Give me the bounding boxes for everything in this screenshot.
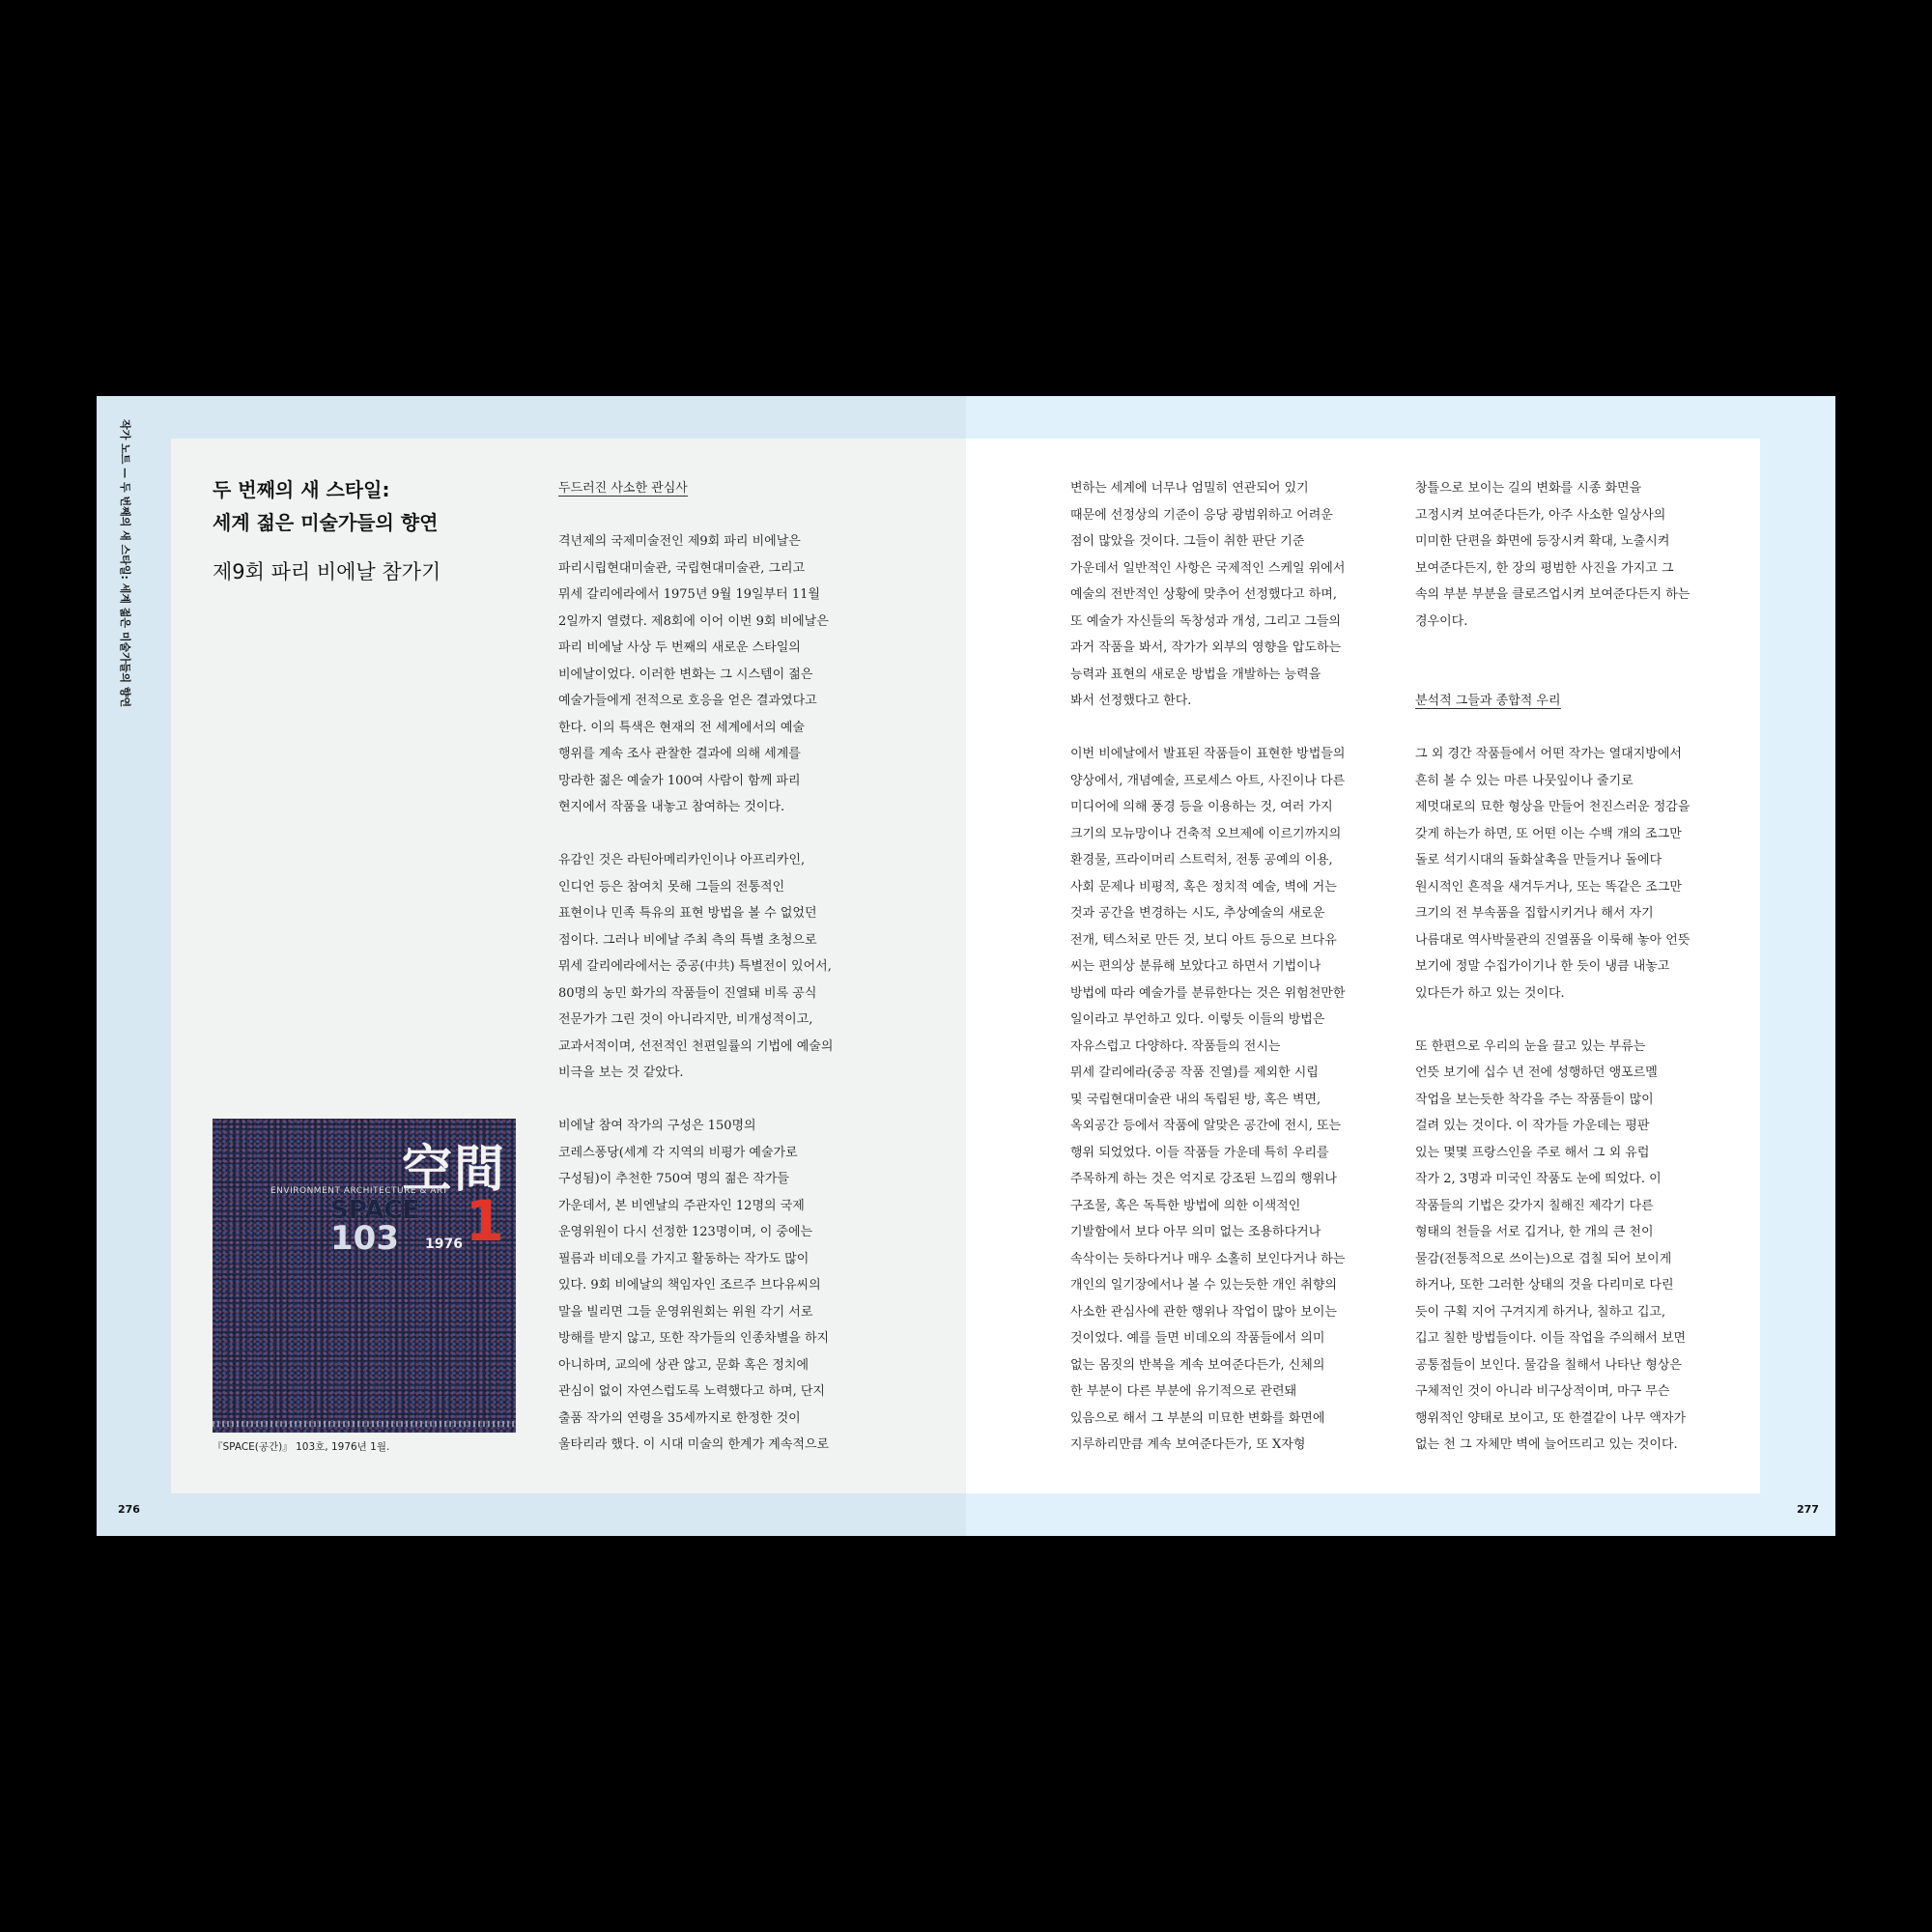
text-line: 공통점들이 보인다. 물감을 칠해서 나타난 형상은 — [1415, 1357, 1682, 1373]
text-line: 구조물, 혹은 독특한 방법에 의한 이색적인 — [1070, 1198, 1301, 1213]
text-line: 작가 2, 3명과 미국인 작품도 눈에 띄었다. 이 — [1415, 1172, 1662, 1186]
text-line: 비에날 참여 작가의 구성은 150명의 — [558, 1119, 756, 1133]
paragraph — [558, 847, 867, 1087]
text-line: 유감인 것은 라틴아메리카인이나 아프리카인, — [558, 853, 806, 867]
text-line: 행위적인 양태로 보이고, 또 한결같이 나무 액자가 — [1415, 1410, 1687, 1426]
text-line: 나름대로 역사박물관의 진열품을 이룩해 놓아 언뜻 — [1415, 932, 1690, 948]
text-line: 파리시립현대미술관, 국립현대미술관, 그리고 — [558, 560, 806, 576]
text-line: 한다. 이의 특색은 현재의 전 세계에서의 예술 — [558, 720, 805, 735]
text-line: 관심이 없이 자연스럽도록 노력했다고 하며, 단지 — [558, 1384, 825, 1399]
text-line: 것이었다. 예를 들면 비데오의 작품들에서 의미 — [1070, 1331, 1325, 1346]
text-line: 이번 비에날에서 발표된 작품들이 표현한 방법들의 — [1070, 747, 1346, 761]
text-line: 과거 작품을 봐서, 작가가 외부의 영향을 압도하는 — [1070, 640, 1342, 655]
text-line: 점이다. 그러나 비에날 주최 측의 특별 초청으로 — [558, 932, 817, 948]
text-line: 깁고 칠한 방법들이다. 이들 작업을 주의해서 보면 — [1415, 1331, 1687, 1346]
text-line: 또 한편으로 우리의 눈을 끌고 있는 부류는 — [1415, 1038, 1646, 1054]
text-line: 운영위원이 다시 선정한 123명이며, 이 중에는 — [558, 1225, 813, 1239]
text-line: 말을 빌리면 그들 운영위원회는 위원 각기 서로 — [558, 1304, 813, 1320]
text-line: 경우이다. — [1415, 613, 1468, 629]
text-line: 변하는 세계에 너무나 엄밀히 연관되어 있기 — [1070, 481, 1309, 496]
text-line: 뮈세 갈리에라(중공 작품 진열)를 제외한 시립 — [1070, 1065, 1319, 1080]
text-line: 때문에 선정상의 기준이 응당 광범위하고 어려운 — [1070, 507, 1333, 523]
book-spread — [97, 396, 1835, 1536]
text-line: 행위 되었었다. 이들 작품들 가운데 특히 우리를 — [1070, 1145, 1329, 1160]
text-line: 방법에 따라 예술가를 분류한다는 것은 위험천만한 — [1070, 985, 1346, 1001]
text-line: 것과 공간을 변경하는 시도, 추상예술의 새로운 — [1070, 906, 1325, 921]
paragraph — [1070, 475, 1389, 715]
text-line: 점이 많았을 것이다. 그들이 취한 판단 기준 — [1070, 534, 1305, 549]
text-line: 있다. 9회 비에날의 책임자인 조르주 브다유씨의 — [558, 1278, 821, 1293]
text-line: 뮈세 갈리에라에서 1975년 9월 19일부터 11월 — [558, 587, 820, 602]
text-line: 작품들의 기법은 갖가지 칠해진 제각기 다른 — [1415, 1198, 1654, 1213]
text-line: 없는 몸짓의 반복을 계속 보여준다든가, 신체의 — [1070, 1357, 1325, 1373]
text-line: 표현이나 민족 특유의 표현 방법을 볼 수 없었던 — [558, 906, 817, 921]
text-line: 있는 몇몇 프랑스인을 주로 해서 그 외 유럽 — [1415, 1145, 1650, 1160]
text-line: 코레스퐁당(세계 각 지역의 비평가 예술가로 — [558, 1145, 798, 1160]
text-line: 물감(전통적으로 쓰이는)으로 겹칠 되어 보이게 — [1415, 1251, 1672, 1266]
text-line: 전문가가 그린 것이 아니라지만, 비개성적이고, — [558, 1012, 813, 1027]
text-line: 작업을 보는듯한 착각을 주는 작품들이 많이 — [1415, 1092, 1654, 1107]
paragraph — [1415, 475, 1734, 635]
text-line: 걸려 있는 것이다. 이 작가들 가운데는 평판 — [1415, 1119, 1650, 1133]
cover-space-logo: SPACE — [330, 1196, 420, 1225]
text-line: 현지에서 작품을 내놓고 참여하는 것이다. — [558, 800, 785, 814]
text-line: 듯이 구획 지어 구겨지게 하거나, 칠하고 깁고, — [1415, 1304, 1666, 1320]
text-line: 가운데서, 본 비엔날의 주관자인 12명의 국제 — [558, 1198, 805, 1213]
text-line: 파리 비에날 사상 두 번째의 새로운 스타일의 — [558, 640, 801, 655]
article-subtitle: 제9회 파리 비에날 참가기 — [213, 560, 441, 583]
text-column-1 — [558, 475, 867, 1459]
text-line: 출품 작가의 연령을 35세까지로 한정한 것이 — [558, 1410, 801, 1426]
figure-caption: 『SPACE(공간)』 103호, 1976년 1월. — [213, 1441, 390, 1453]
text-line: 망라한 젊은 예술가 100여 사람이 함께 파리 — [558, 773, 801, 788]
title-line-2: 세계 젊은 미술가들의 향연 — [213, 511, 439, 534]
text-line: 사소한 관심사에 관한 행위나 작업이 많아 보이는 — [1070, 1304, 1337, 1320]
cover-hanja-title: 空間 — [401, 1140, 506, 1199]
article-title — [213, 473, 438, 539]
text-line: 능력과 표현의 새로운 방법을 개발하는 능력을 — [1070, 667, 1321, 682]
text-line: 예술의 전반적인 상황에 맞추어 선정했다고 하며, — [1070, 587, 1337, 602]
text-line: 크기의 모뉴망이나 건축적 오브제에 이르기까지의 — [1070, 826, 1342, 841]
text-line: 미디어에 의해 풍경 등을 이용하는 것, 여러 가지 — [1070, 800, 1333, 814]
text-line: 창틀으로 보이는 길의 변화를 시종 화면을 — [1415, 481, 1642, 496]
text-line: 옥외공간 등에서 작품에 알맞은 공간에 전시, 또는 — [1070, 1119, 1342, 1133]
text-line: 크기의 전 부속품을 집합시키거나 해서 자기 — [1415, 906, 1654, 921]
text-line: 원시적인 흔적을 새겨두거나, 또는 똑같은 조그만 — [1415, 879, 1682, 895]
text-line: 개인의 일기장에서나 볼 수 있는듯한 개인 취향의 — [1070, 1278, 1337, 1293]
paragraph — [558, 528, 867, 821]
text-line: 양상에서, 개념예술, 프로세스 아트, 사진이나 다른 — [1070, 773, 1346, 788]
text-line: 미미한 단편을 화면에 등장시켜 확대, 노출시켜 — [1415, 534, 1670, 549]
text-line: 보기에 정말 수집가이기나 한 듯이 냉큼 내놓고 — [1415, 959, 1670, 974]
text-column-3 — [1415, 475, 1734, 1459]
text-line: 격년제의 국제미술전인 제9회 파리 비에날은 — [558, 534, 801, 549]
text-line: 그 외 경간 작품들에서 어떤 작가는 열대지방에서 — [1415, 747, 1682, 761]
text-line: 형태의 천들을 서로 깁거나, 한 개의 큰 천이 — [1415, 1225, 1654, 1239]
text-line: 자유스럽고 다양하다. 작품들의 전시는 — [1070, 1038, 1281, 1054]
text-line: 한 부분이 다른 부분에 유기적으로 관련돼 — [1070, 1384, 1297, 1399]
text-line: 하거나, 또한 그러한 상태의 것을 다리미로 다린 — [1415, 1278, 1674, 1293]
text-line: 예술가들에게 전적으로 호응을 얻은 결과였다고 — [558, 694, 817, 708]
text-line: 구성됨)이 추천한 750여 명의 젊은 작가들 — [558, 1172, 789, 1186]
text-line: 기발함에서 보다 아무 의미 없는 조용하다거나 — [1070, 1225, 1321, 1239]
text-line: 제멋대로의 묘한 형상을 만들어 천진스러운 정감을 — [1415, 800, 1690, 814]
text-line: 2일까지 열렸다. 제8회에 이어 이번 9회 비에날은 — [558, 613, 829, 629]
page-number-left: 276 — [118, 1503, 140, 1516]
text-line: 속의 부분 부분을 클로즈업시켜 보여준다든지 하는 — [1415, 587, 1690, 602]
text-line: 있음으로 해서 그 부분의 미묘한 변화를 화면에 — [1070, 1410, 1325, 1426]
paragraph — [558, 1113, 867, 1459]
text-line: 전개, 텍스처로 만든 것, 보디 아트 등으로 브다유 — [1070, 932, 1337, 948]
text-line: 또 예술가 자신들의 독창성과 개성, 그리고 그들의 — [1070, 613, 1342, 629]
text-line: 일이라고 부언하고 있다. 이렇듯 이들의 방법은 — [1070, 1012, 1325, 1027]
cover-issue-number: 103 — [330, 1219, 399, 1258]
text-line: 구체적인 것이 아니라 비구상적이며, 마구 무슨 — [1415, 1384, 1670, 1399]
cover-month-number: 1 — [465, 1188, 504, 1254]
text-line: 없는 천 그 자체만 벽에 늘어뜨리고 있는 것이다. — [1415, 1437, 1678, 1452]
text-line: 교과서적이며, 선전적인 천편일률의 기법에 예술의 — [558, 1038, 834, 1054]
text-line: 씨는 편의상 분류해 보았다고 하면서 기법이나 — [1070, 959, 1321, 974]
page-number-right: 277 — [1797, 1503, 1819, 1516]
text-line: 사회 문제나 비평적, 혹은 정치적 예술, 벽에 거는 — [1070, 879, 1337, 895]
text-line: 지루하리만큼 계속 보여준다든가, 또 X자형 — [1070, 1437, 1306, 1452]
paragraph — [1415, 741, 1734, 1007]
text-line: 필름과 비데오를 가지고 활동하는 작가도 많이 — [558, 1251, 810, 1266]
text-line: 및 국립현대미술관 내의 독립된 방, 혹은 벽면, — [1070, 1092, 1321, 1107]
text-line: 있다든가 하고 있는 것이다. — [1415, 985, 1565, 1001]
text-line: 속삭이는 듯하다거나 매우 소홀히 보인다거나 하는 — [1070, 1251, 1346, 1266]
text-line: 환경물, 프라이머리 스트럭처, 전통 공예의 이용, — [1070, 853, 1333, 867]
text-line: 가운데서 일반적인 사항은 국제적인 스케일 위에서 — [1070, 560, 1346, 576]
text-line: 고정시켜 보여준다든가, 아주 사소한 일상사의 — [1415, 507, 1666, 523]
text-line: 갖게 하는가 하면, 또 어떤 이는 수백 개의 조그만 — [1415, 826, 1682, 841]
text-line: 뮈세 갈리에라에서는 중공(中共) 특별전이 있어서, — [558, 959, 832, 974]
text-line: 80명의 농민 화가의 작품들이 진열돼 비록 공식 — [558, 985, 817, 1001]
section-heading: 분석적 그들과 종합적 우리 — [1415, 694, 1561, 708]
paragraph — [1070, 741, 1389, 1459]
text-line: 울타리라 했다. 이 시대 미술의 한계가 계속적으로 — [558, 1437, 830, 1452]
text-line: 돌로 석기시대의 돌화살촉을 만들거나 돌에다 — [1415, 853, 1662, 867]
cover-tagline: ENVIRONMENT ARCHITECTURE & ART — [270, 1186, 448, 1196]
text-line: 주목하게 하는 것은 억지로 강조된 느낌의 행위나 — [1070, 1172, 1337, 1186]
title-line-1: 두 번째의 새 스타일: — [213, 478, 390, 501]
section-heading: 두드러진 사소한 관심사 — [558, 481, 688, 496]
cover-fine-print — [213, 1421, 516, 1427]
text-column-2 — [1070, 475, 1389, 1459]
paragraph — [1415, 1034, 1734, 1459]
text-line: 비에날이었다. 이러한 변화는 그 시스템이 젊은 — [558, 667, 813, 682]
text-line: 행위를 계속 조사 관찰한 결과에 의해 세계를 — [558, 747, 801, 761]
magazine-cover-image — [213, 1119, 516, 1433]
text-line: 흔히 볼 수 있는 마른 나뭇잎이나 줄기로 — [1415, 773, 1634, 788]
text-line: 보여준다든지, 한 장의 평범한 사진을 가지고 그 — [1415, 560, 1674, 576]
text-line: 언뜻 보기에 십수 년 전에 성행하던 앵포르멜 — [1415, 1065, 1658, 1080]
text-line: 아니하며, 교의에 상관 않고, 문화 혹은 정치에 — [558, 1357, 810, 1373]
cover-year: 1976 — [425, 1236, 463, 1252]
text-line: 비극을 보는 것 같았다. — [558, 1065, 684, 1080]
running-head: 작가 노트 — 두 번째의 새 스타일: 세계 젊은 미술가들의 향연 — [119, 419, 131, 708]
text-line: 인디언 등은 참여치 못해 그들의 전통적인 — [558, 879, 785, 895]
text-line: 봐서 선정했다고 한다. — [1070, 694, 1192, 708]
text-line: 방해를 받지 않고, 또한 작가들의 인종차별을 하지 — [558, 1331, 830, 1346]
